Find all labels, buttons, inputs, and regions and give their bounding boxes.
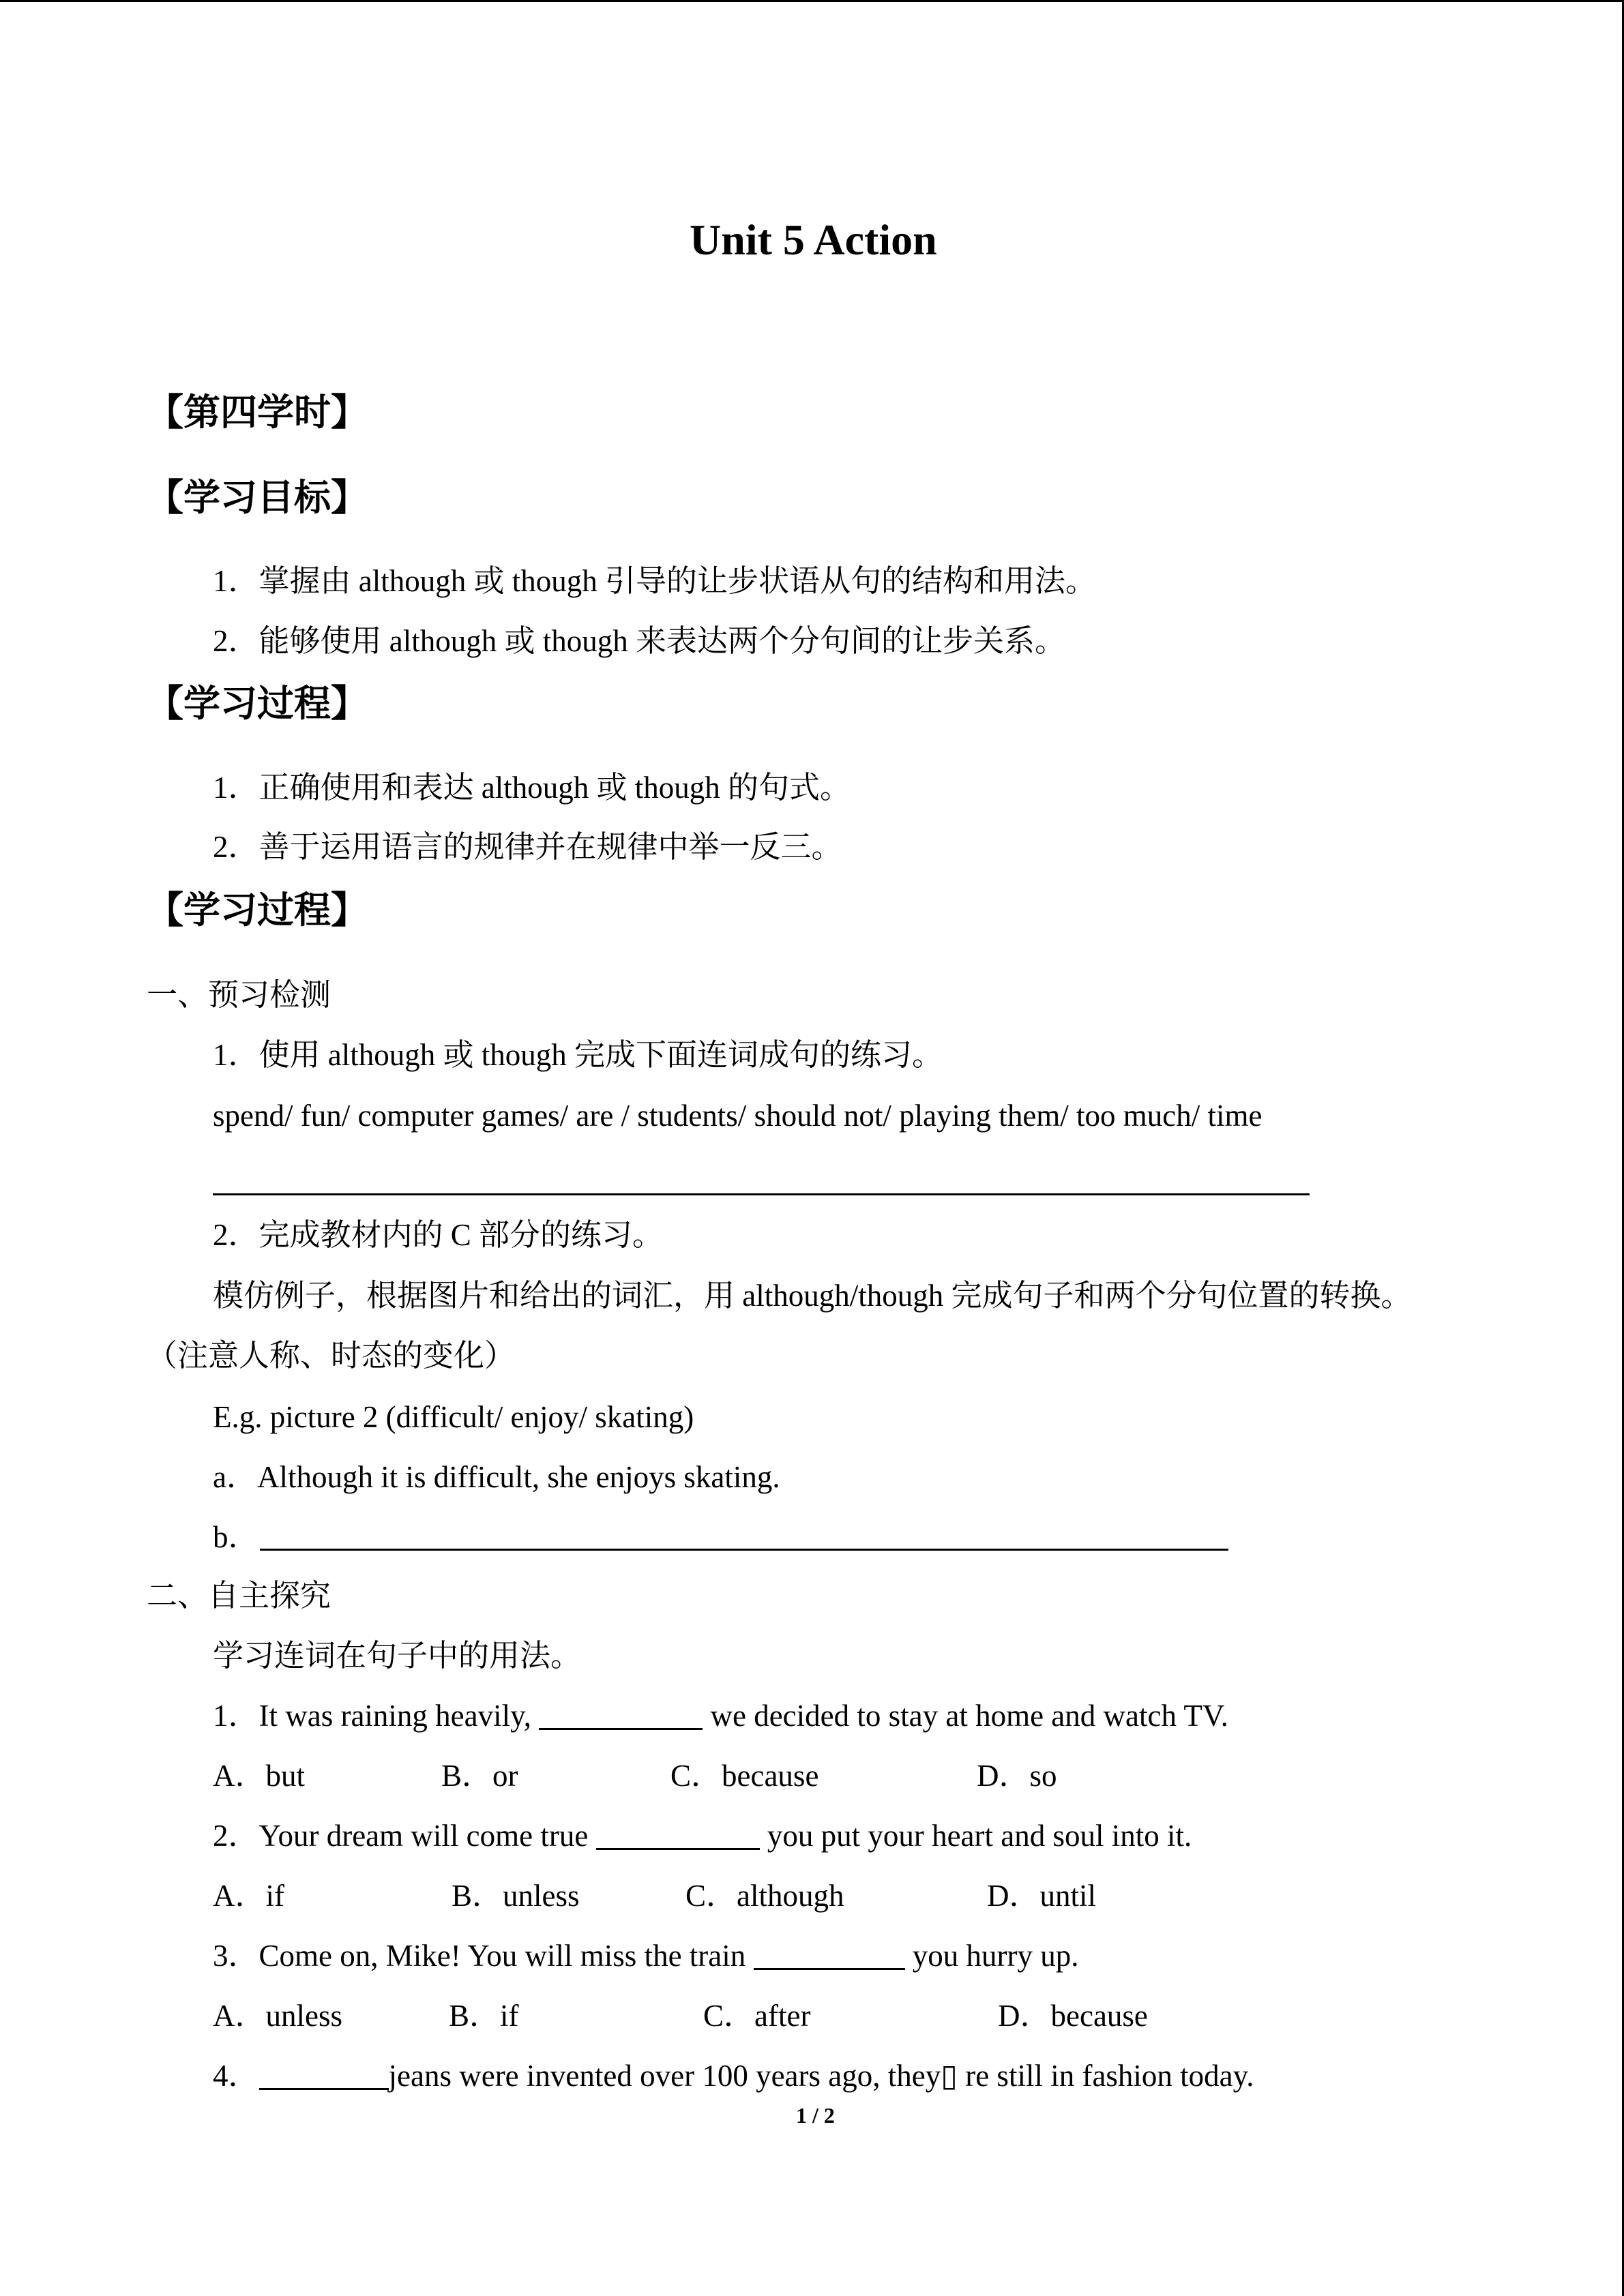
instruction-text: 模仿例子，根据图片和给出的词汇，用 although/though 完成句子和两个分句位置的转换。（注意人称、时态的变化） — [147, 1279, 1412, 1373]
blank-field[interactable] — [754, 1941, 905, 1970]
question-text: 3．Come on, Mike! You will miss the train — [213, 1939, 754, 1973]
example-answer-b-label: b． — [213, 1520, 259, 1554]
option-a[interactable]: A．if — [213, 1879, 284, 1913]
blank-field[interactable] — [596, 1821, 760, 1850]
word-list: spend/ fun/ computer games/ are / students/ should not/ playing them/ too much/ time — [213, 1099, 1263, 1133]
blank-field[interactable] — [259, 2061, 389, 2090]
question-text: we decided to stay at home and watch TV. — [703, 1699, 1228, 1733]
page-border-top — [0, 0, 1624, 2]
option-c[interactable]: C．because — [670, 1759, 819, 1793]
section-label-preview: 一、预习检测 — [147, 978, 331, 1012]
lesson-label: 【第四学时】 — [147, 391, 368, 434]
question-text: 1．It was raining heavily, — [213, 1699, 540, 1733]
document-title: Unit 5 Action — [690, 215, 937, 264]
option-b[interactable]: B．or — [441, 1759, 518, 1793]
option-d[interactable]: D．until — [987, 1879, 1097, 1913]
preview-item-2: 2．完成教材内的 C 部分的练习。 — [213, 1218, 664, 1252]
question-text: you put your heart and soul into it. — [759, 1819, 1192, 1853]
blank-field[interactable] — [539, 1701, 703, 1730]
explore-intro: 学习连词在句子中的用法。 — [213, 1639, 582, 1673]
question-1 — [213, 1701, 1228, 1731]
option-c[interactable]: C．after — [703, 1999, 811, 2033]
option-a[interactable]: A．but — [213, 1759, 306, 1793]
question-text: jeans were invented over 100 years ago, they▯ re still in fashion today. — [388, 2059, 1254, 2093]
section-label-explore: 二、自主探究 — [147, 1579, 331, 1613]
goals-heading: 【学习目标】 — [147, 476, 368, 519]
option-a[interactable]: A．unless — [213, 1999, 342, 2033]
page-number: 1 / 2 — [796, 2103, 835, 2128]
goal-item: 2．能够使用 although 或 though 来表达两个分句间的让步关系。 — [213, 624, 1065, 658]
process-heading: 【学习过程】 — [147, 682, 368, 725]
option-c[interactable]: C．although — [685, 1879, 844, 1913]
question-number: 4． — [213, 2059, 259, 2093]
option-d[interactable]: D．because — [998, 1999, 1148, 2033]
question-4 — [213, 2061, 1254, 2091]
example-line: E.g. picture 2 (difficult/ enjoy/ skating) — [213, 1400, 694, 1434]
answer-line[interactable] — [213, 1193, 1310, 1195]
question-2 — [213, 1821, 1192, 1851]
process-item: 1．正确使用和表达 although 或 though 的句式。 — [213, 771, 851, 805]
option-d[interactable]: D．so — [977, 1759, 1057, 1793]
question-text: you hurry up. — [904, 1939, 1079, 1973]
answer-line[interactable] — [260, 1549, 1228, 1551]
process-heading-2: 【学习过程】 — [147, 889, 368, 931]
question-text: 2．Your dream will come true — [213, 1819, 596, 1853]
question-3 — [213, 1941, 1079, 1971]
example-answer-a: a．Although it is difficult, she enjoys skating. — [213, 1460, 780, 1494]
preview-item-1: 1．使用 although 或 though 完成下面连词成句的练习。 — [213, 1038, 943, 1072]
process-item: 2．善于运用语言的规律并在规律中举一反三。 — [213, 830, 842, 864]
goal-item: 1．掌握由 although 或 though 引导的让步状语从句的结构和用法。 — [213, 564, 1096, 598]
option-b[interactable]: B．if — [449, 1999, 519, 2033]
option-b[interactable]: B．unless — [452, 1879, 580, 1913]
